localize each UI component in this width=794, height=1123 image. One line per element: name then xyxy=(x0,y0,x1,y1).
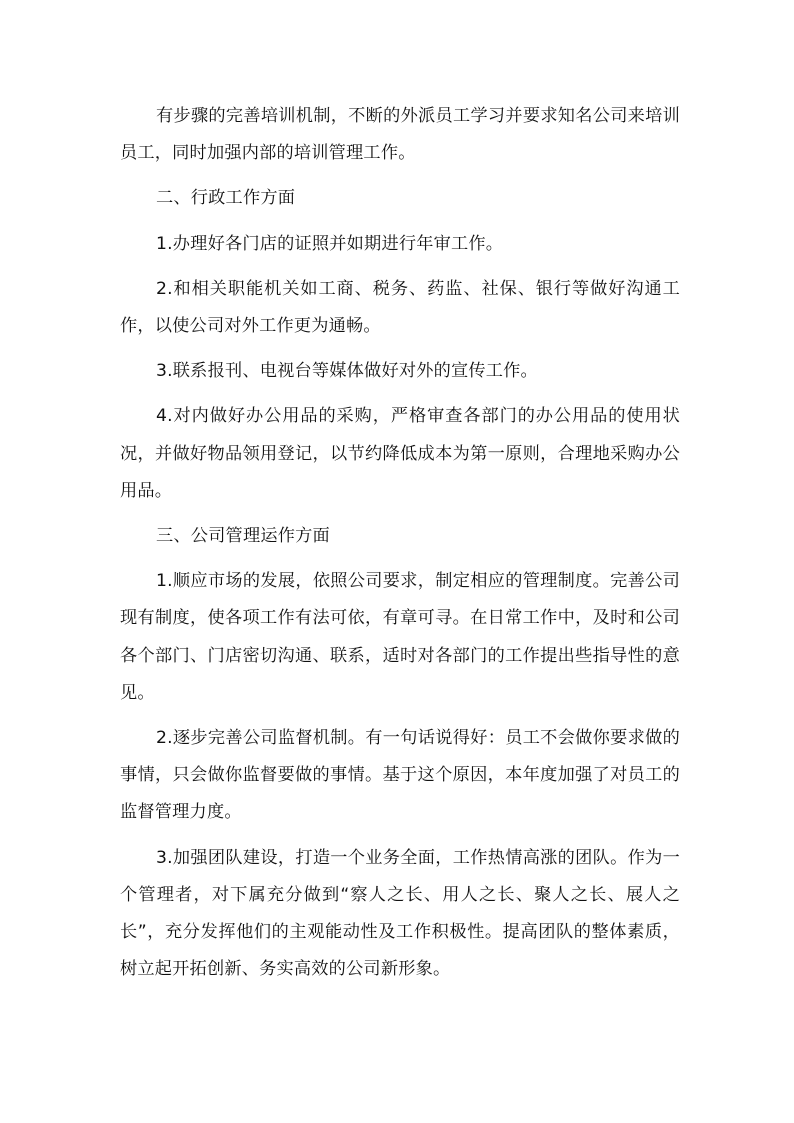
paragraph-admin-item-3: 3.联系报刊、电视台等媒体做好对外的宣传工作。 xyxy=(156,361,538,382)
document-body xyxy=(120,98,680,996)
section-heading-administration: 二、行政工作方面 xyxy=(156,188,296,209)
paragraph-management-item-1: 1.顺应市场的发展，依照公司要求，制定相应的管理制度。完善公司现有制度，使各项工作有法可依，有章可寻。在日常工作中，及时和公司各个部门、门店密切沟通、联系，适时对各部门的工作提出些指导性的意见。 xyxy=(120,571,680,703)
paragraph-admin-item-2: 2.和相关职能机关如工商、税务、药监、社保、银行等做好沟通工作，以使公司对外工作更为通畅。 xyxy=(120,278,680,337)
paragraph-management-item-3: 3.加强团队建设，打造一个业务全面，工作热情高涨的团队。作为一个管理者，对下属充分做到“察人之长、用人之长、聚人之长、展人之长”，充分发挥他们的主观能动性及工作积极性。提高团队的整体素质，树立起开拓创新、务实高效的公司新形象。 xyxy=(120,847,680,980)
paragraph-management-item-2: 2.逐步完善公司监督机制。有一句话说得好：员工不会做你要求做的事情，只会做你监督要做的事情。基于这个原因，本年度加强了对员工的监督管理力度。 xyxy=(120,728,680,823)
paragraph-admin-item-4: 4.对内做好办公用品的采购，严格审查各部门的办公用品的使用状况，并做好物品领用登记，以节约降低成本为第一原则，合理地采购办公用品。 xyxy=(120,406,680,501)
section-heading-management: 三、公司管理运作方面 xyxy=(156,526,330,547)
paragraph-training-mechanism: 有步骤的完善培训机制，不断的外派员工学习并要求知名公司来培训员工，同时加强内部的培训管理工作。 xyxy=(120,106,680,164)
paragraph-admin-item-1: 1.办理好各门店的证照并如期进行年审工作。 xyxy=(156,233,504,254)
